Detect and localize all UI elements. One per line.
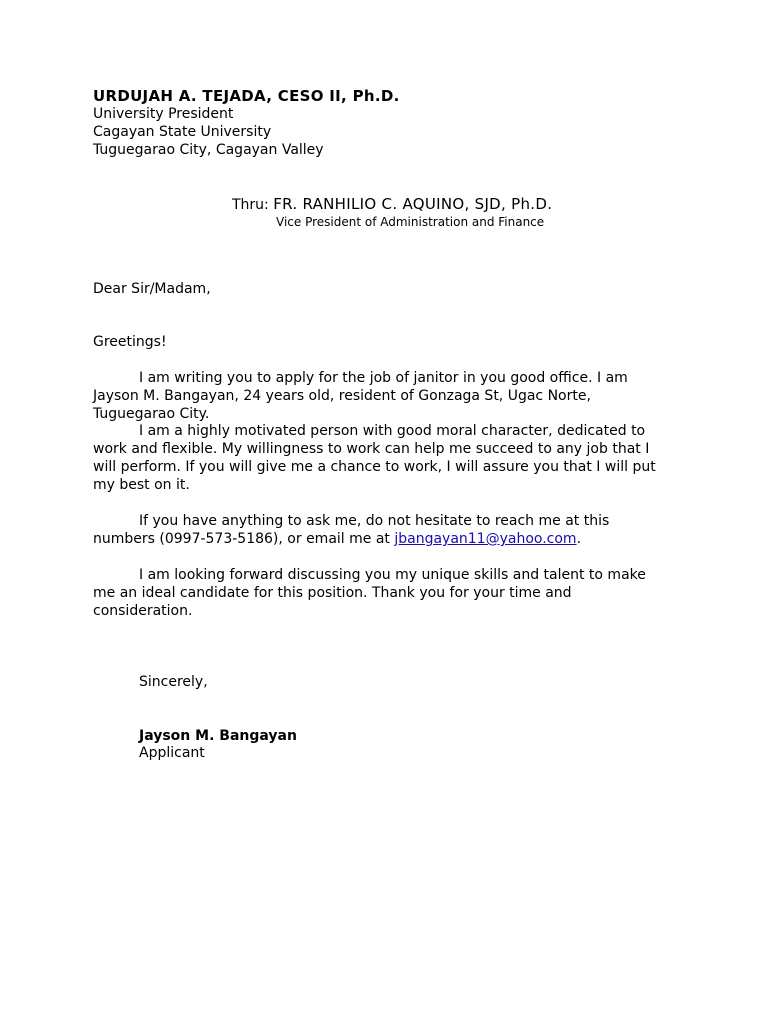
body-line: consideration.: [93, 603, 193, 619]
body-line: Jayson M. Bangayan, 24 years old, resident of Gonzaga St, Ugac Norte,: [93, 388, 591, 404]
closing: Sincerely,: [139, 674, 208, 690]
thru-title: Vice President of Administration and Finance: [276, 215, 545, 229]
body-line: I am a highly motivated person with good moral character, dedicated to: [139, 423, 646, 439]
body-line: Tuguegarao City.: [93, 406, 210, 422]
body-line: my best on it.: [93, 477, 190, 493]
body-line: I am looking forward discussing you my unique skills and talent to make: [139, 567, 646, 583]
body-line: work and flexible. My willingness to work can help me succeed to any job that I: [93, 441, 650, 457]
recipient-name: URDUJAH A. TEJADA, CESO II, Ph.D.: [93, 87, 400, 105]
body-line: If you have anything to ask me, do not hesitate to reach me at this: [139, 513, 610, 529]
contact-period: .: [576, 531, 582, 547]
thru-name: FR. RANHILIO C. AQUINO, SJD, Ph.D.: [273, 195, 553, 213]
body-line: will perform. If you will give me a chance to work, I will assure you that I will put: [93, 459, 656, 475]
thru-label: Thru:: [232, 197, 269, 213]
contact-line: [93, 530, 581, 548]
email-link[interactable]: jbangayan11@yahoo.com: [394, 531, 577, 547]
recipient-address: Tuguegarao City, Cagayan Valley: [93, 142, 324, 158]
recipient-org: Cagayan State University: [93, 124, 272, 140]
signer-name: Jayson M. Bangayan: [139, 728, 297, 744]
body-line: me an ideal candidate for this position. Thank you for your time and: [93, 585, 572, 601]
salutation: Dear Sir/Madam,: [93, 281, 211, 297]
thru-line: [232, 194, 552, 215]
signer-role: Applicant: [139, 745, 205, 761]
body-line: I am writing you to apply for the job of janitor in you good office. I am: [139, 370, 628, 386]
contact-text: numbers (0997-573-5186), or email me at: [93, 531, 395, 547]
recipient-title: University President: [93, 106, 234, 122]
greeting: Greetings!: [93, 334, 167, 350]
